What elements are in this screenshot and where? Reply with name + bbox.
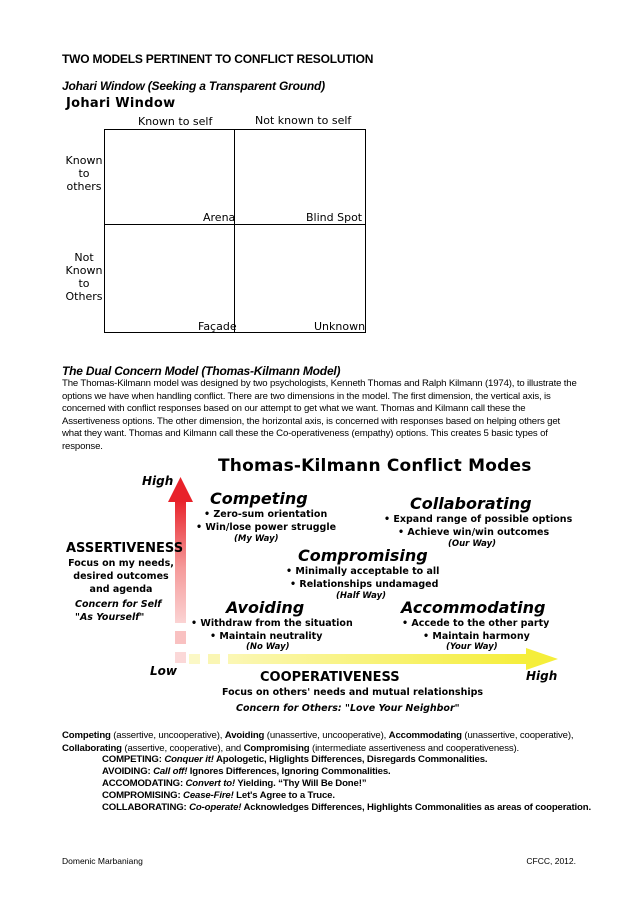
johari-facade: Façade (198, 320, 237, 333)
dual-concern-heading: The Dual Concern Model (Thomas-Kilmann Model) (62, 364, 341, 378)
definition-collaborating (102, 802, 591, 813)
mode-collaborating: Collaborating (410, 494, 532, 513)
cooperativeness-arrow-dash-1 (189, 654, 200, 664)
dual-concern-paragraph: The Thomas-Kilmann model was designed by two psychologists, Kenneth Thomas and Ralph Kilmann (1974), to illustrate the options we have when handling conflict. There are two dimensions in the model. The first dimension, the vertical axis, is concerned with conflict responses based on our attempt to get what we want. Thomas and Kilmann call these the Assertiveness options. The other dimension, the horizontal axis, is concerned with responses based on helping others get what they want. Thomas and Kilmann call these the Co-operativeness (empathy) options. This creates 5 basic types of response. (62, 378, 577, 452)
collaborating-way: (Our Way) (448, 539, 497, 549)
competing-way: (My Way) (234, 534, 279, 544)
concern-for-self-2: "As Yourself" (75, 612, 145, 623)
definition-competing-label: COMPETING: (102, 754, 165, 765)
mode-accommodating: Accommodating (401, 598, 546, 617)
cooperativeness-label: COOPERATIVENESS (260, 670, 400, 685)
summary-line-1 (62, 730, 582, 743)
footer-author: Domenic Marbaniang (62, 856, 143, 866)
definition-compromising (102, 790, 591, 801)
assertiveness-arrow-shaft (175, 500, 186, 623)
johari-row-unknown-2: Known (65, 264, 103, 277)
mode-definitions (102, 754, 591, 813)
summary-mode-name-2: Compromising (243, 742, 310, 754)
summary-text-run-1: (assertive, uncooperative), (110, 730, 225, 741)
johari-row-unknown-3: to (78, 277, 90, 290)
accommodating-way: (Your Way) (446, 642, 498, 652)
summary-text-run-5: (unassertive, cooperative), (461, 730, 574, 741)
accommodating-bullet-2: • Maintain harmony (423, 631, 530, 642)
johari-unknown: Unknown (314, 320, 366, 333)
page-title: TWO MODELS PERTINENT TO CONFLICT RESOLUTION (62, 52, 374, 66)
compromising-bullet-1: • Minimally acceptable to all (286, 566, 440, 577)
definition-accomodating-text: Yielding. “Thy Will Be Done!” (235, 778, 367, 789)
summary-mode-name-4: Accommodating (388, 730, 462, 741)
definition-collaborating-label: COLLABORATING: (102, 802, 190, 813)
definition-accomodating (102, 778, 591, 789)
assertiveness-desc (66, 557, 176, 596)
definition-avoiding-text: Ignores Differences, Ignoring Commonalities. (187, 766, 391, 777)
tk-title: Thomas-Kilmann Conflict Modes (218, 456, 532, 476)
summary-text-run-3: (intermediate assertiveness and cooperativeness). (309, 742, 520, 754)
definition-competing-text: Apologetic, Higlights Differences, Disregards Commonalities. (213, 754, 488, 765)
johari-col-known: Known to self (138, 115, 213, 128)
assertiveness-desc-1: Focus on my needs, (68, 558, 174, 569)
summary-mode-name-0: Collaborating (62, 742, 122, 754)
accommodating-bullet-1: • Accede to the other party (402, 618, 550, 629)
johari-arena: Arena (203, 211, 236, 224)
mode-compromising: Compromising (298, 546, 428, 565)
cooperativeness-arrow-dash-2 (208, 654, 220, 664)
concern-for-others: Concern for Others: "Love Your Neighbor" (236, 703, 460, 714)
johari-row-unknown-4: Others (65, 290, 103, 303)
compromising-bullet-2: • Relationships undamaged (290, 579, 439, 590)
definition-competing-motto: Conquer it! (164, 754, 214, 765)
johari-heading: Johari Window (Seeking a Transparent Ground) (62, 79, 325, 93)
summary-mode-name-0: Competing (62, 730, 111, 741)
definition-compromising-motto: Cease-Fire! (183, 790, 234, 801)
johari-blind-spot: Blind Spot (306, 211, 363, 224)
avoiding-bullet-1: • Withdraw from the situation (191, 618, 353, 629)
johari-row-known-2: to (78, 167, 90, 180)
johari-row-unknown-1: Not (74, 251, 94, 264)
assertiveness-arrow-dash-1 (175, 652, 186, 663)
cooperativeness-arrow-head (526, 648, 558, 670)
definition-compromising-label: COMPROMISING: (102, 790, 184, 801)
avoiding-bullet-2: • Maintain neutrality (210, 631, 323, 642)
assertiveness-arrow-dash-2 (175, 631, 186, 644)
definition-competing (102, 754, 591, 765)
mode-avoiding: Avoiding (226, 598, 305, 617)
competing-bullet-2: • Win/lose power struggle (196, 522, 337, 533)
assertiveness-label: ASSERTIVENESS (66, 541, 184, 556)
avoiding-way: (No Way) (246, 642, 290, 652)
assertiveness-desc-2: desired outcomes (73, 571, 169, 582)
concern-for-self-1: Concern for Self (75, 599, 162, 610)
definition-collaborating-text: Acknowledges Differences, Highlights Commonalities as areas of cooperation. (241, 802, 591, 813)
summary-text-run-1: (assertive, cooperative), and (121, 742, 244, 754)
cooperativeness-desc: Focus on others' needs and mutual relationships (222, 687, 484, 698)
summary-mode-name-2: Avoiding (224, 730, 265, 741)
definition-accomodating-motto: Convert to! (185, 778, 236, 789)
summary-text-run-3: (unassertive, uncooperative), (264, 730, 389, 741)
johari-row-known-1: Known (65, 154, 103, 167)
footer-org-year: CFCC, 2012. (526, 856, 576, 866)
johari-col-unknown: Not known to self (255, 114, 352, 127)
johari-title: Johari Window (66, 96, 176, 111)
definition-avoiding (102, 766, 591, 777)
axis-high-horizontal: High (526, 669, 558, 683)
collaborating-bullet-2: • Achieve win/win outcomes (398, 527, 550, 538)
assertiveness-desc-3: and agenda (89, 584, 153, 595)
mode-competing: Competing (210, 489, 308, 508)
cooperativeness-arrow-shaft (228, 654, 528, 664)
competing-bullet-1: • Zero-sum orientation (204, 509, 328, 520)
definition-compromising-text: Let's Agree to a Truce. (233, 790, 335, 801)
compromising-way: (Half Way) (336, 591, 387, 601)
concern-for-self (75, 598, 161, 624)
johari-row-known-3: others (66, 180, 102, 193)
definition-avoiding-label: AVOIDING: (102, 766, 154, 777)
definition-avoiding-motto: Call off! (153, 766, 188, 777)
definition-collaborating-motto: Co-operate! (189, 802, 242, 813)
cooperativeness-arrow (189, 648, 558, 670)
axis-low: Low (150, 664, 177, 678)
definition-accomodating-label: ACCOMODATING: (102, 778, 186, 789)
axis-high-vertical: High (142, 474, 174, 488)
collaborating-bullet-1: • Expand range of possible options (384, 514, 573, 525)
summary-text (62, 730, 582, 755)
